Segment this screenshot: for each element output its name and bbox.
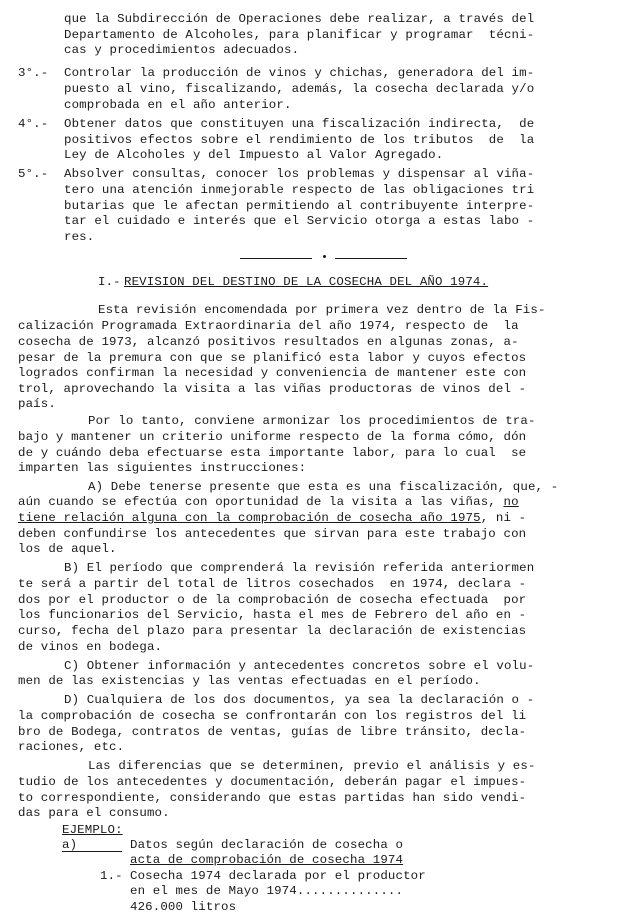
item-4-line-3: Ley de Alcoholes y del Impuesto al Valor Agregado.	[64, 148, 444, 162]
p1-line-2: calización Programada Extraordinaria del año 1974, respecto de la	[18, 319, 519, 333]
p3-line-2: tudio de los antecedentes y documentación, deberán pagar el impues-	[18, 775, 527, 789]
pB-line-5: curso, fecha del plazo para presentar la declaración de existencias	[18, 624, 527, 638]
pD-line-4: raciones, etc.	[18, 740, 125, 754]
p1-line-5: logrados confirman la necesidad y conveniencia de mantener este con	[18, 366, 527, 380]
example-item-quantity: 426.000 litros	[130, 900, 237, 914]
item-3-number: 3°.-	[18, 66, 49, 80]
p3-line-4: das para el consumo.	[18, 806, 170, 820]
pD-line-3: bro de Bodega, contratos de ventas, guías de libre tránsito, decla-	[18, 725, 527, 739]
item-4-line-1: Obtener datos que constituyen una fiscalización indirecta, de	[64, 117, 535, 131]
item-3-line-3: comprobada en el año anterior.	[64, 98, 292, 112]
section-number: I.-	[98, 275, 121, 289]
item-3-line-2: puesto al vino, fiscalizando, además, la cosecha declarada y/o	[64, 82, 535, 96]
p1-line-4: pesar de la premura con que se planificó esta labor y cuyos efectos	[18, 351, 527, 365]
item-5-line-4: tar el cuidado e interés que el Servicio otorga a estas labo -	[64, 214, 535, 228]
item-3-line-1: Controlar la producción de vinos y chichas, generadora del im-	[64, 66, 535, 80]
pA-line-1: A) Debe tenerse presente que esta es una fiscalización, que, -	[88, 480, 559, 494]
pB-line-2: te será a partir del total de litros cosechados en 1974, declara -	[18, 577, 527, 591]
p1-line-1: Esta revisión encomendada por primera vez dentro de la Fis-	[98, 303, 546, 317]
pA-line-2-underlined: no	[503, 495, 519, 509]
p2-line-4: imparten las siguientes instrucciones:	[18, 461, 307, 475]
example-item-number: 1.-	[100, 869, 123, 883]
pA-line-2-text: aún cuando se efectúa con oportunidad de la visita a las viñas,	[18, 495, 504, 509]
example-heading-line-1: Datos según declaración de cosecha o	[130, 838, 404, 852]
separator-right-rule	[335, 258, 407, 259]
item-5-line-2: tero una atención inmejorable respecto de las obligaciones tri	[64, 183, 535, 197]
p1-line-3: cosecha de 1973, alcanzó positivos resultados en algunas zonas, a-	[18, 335, 519, 349]
pC-line-1: C) Obtener información y antecedentes concretos sobre el volu-	[64, 659, 535, 673]
pD-line-1: D) Cualquiera de los dos documentos, ya sea la declaración o -	[64, 693, 535, 707]
item-5-number: 5°.-	[18, 167, 49, 181]
example-sub-label: a)	[62, 838, 78, 852]
pD-line-2: la comprobación de cosecha se confrontarán con los registros del li	[18, 709, 527, 723]
example-label: EJEMPLO:	[62, 823, 123, 837]
pA-line-2	[18, 494, 519, 510]
pA-line-3-underlined: tiene relación alguna con la comprobación de cosecha año 1975	[18, 511, 481, 525]
item-5-line-1: Absolver consultas, conocer los problemas y dispensar al viña-	[64, 167, 535, 181]
pC-line-2: men de las existencias y las ventas efectuadas en el período.	[18, 674, 481, 688]
example-heading-line-2: acta de comprobación de cosecha 1974	[130, 853, 404, 867]
pA-line-3-text: , ni -	[480, 511, 527, 525]
intro-line-1: que la Subdirección de Operaciones debe realizar, a través del	[64, 12, 535, 26]
p1-line-6: trol, aprovechando la visita a las viñas productoras de vinos del -	[18, 382, 527, 396]
separator-left-rule	[240, 258, 312, 259]
pA-line-4: deben confundirse los antecedentes que sirvan para este trabajo con	[18, 527, 527, 541]
example-sub-rule	[62, 851, 122, 852]
item-4-number: 4°.-	[18, 117, 49, 131]
p2-line-1: Por lo tanto, conviene armonizar los procedimientos de tra-	[88, 414, 536, 428]
p3-line-3: to correspondiente, considerando que estas partidas han sido vendi-	[18, 791, 527, 805]
section-title: REVISION DEL DESTINO DE LA COSECHA DEL AÑO 1974.	[124, 275, 489, 289]
pA-line-5: los de aquel.	[18, 542, 117, 556]
p1-line-7: país.	[18, 397, 56, 411]
example-item-line-1: Cosecha 1974 declarada por el productor	[130, 869, 426, 883]
pB-line-3: dos por el productor o de la comprobación de cosecha efectuada por	[18, 593, 527, 607]
item-4-line-2: positivos efectos sobre el rendimiento de los tributos de la	[64, 133, 535, 147]
intro-line-3: cas y procedimientos adecuados.	[64, 43, 300, 57]
item-5-line-5: res.	[64, 230, 95, 244]
p3-line-1: Las diferencias que se determinen, previo el análisis y es-	[88, 759, 536, 773]
p2-line-3: de y cuándo deba efectuarse esta importante labor, para lo cual se	[18, 446, 527, 460]
pA-line-3	[18, 510, 526, 526]
pB-line-4: los funcionarios del Servicio, hasta el mes de Febrero del año en -	[18, 608, 527, 622]
item-5-line-3: butarias que le afectan permitiendo al contribuyente interpre-	[64, 199, 535, 213]
separator-dot	[323, 255, 326, 258]
p2-line-2: bajo y mantener un criterio uniforme respecto de la forma cómo, dón	[18, 430, 527, 444]
intro-line-2: Departamento de Alcoholes, para planificar y programar técni-	[64, 28, 535, 42]
pB-line-6: de vinos en bodega.	[18, 640, 163, 654]
pB-line-1: B) El período que comprenderá la revisión referida anteriormen	[64, 561, 535, 575]
example-item-line-2: en el mes de Mayo 1974..............	[130, 884, 404, 898]
